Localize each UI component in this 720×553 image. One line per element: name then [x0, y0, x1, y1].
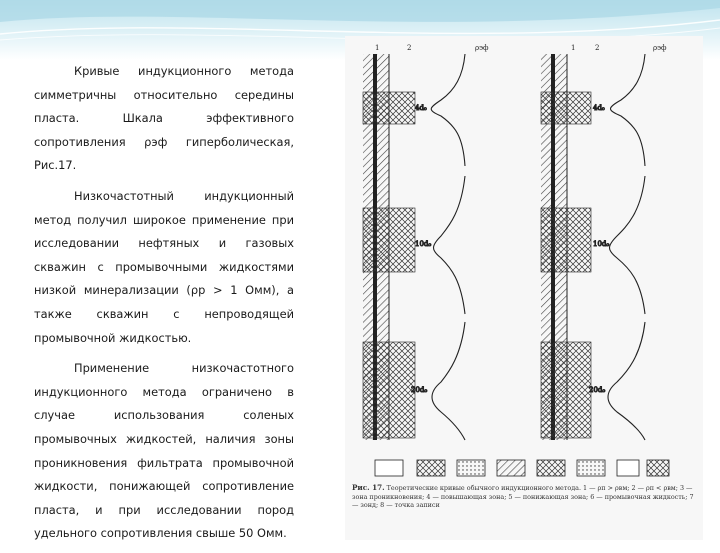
mark-1b: 1	[571, 44, 576, 52]
induction-curves-figure	[345, 36, 703, 540]
column-left	[363, 54, 465, 440]
axis-label-right: ρэф	[653, 44, 667, 52]
body-text	[34, 60, 294, 553]
thickness-label-2b: 10d₀	[593, 240, 610, 248]
caption-lead: Рис. 17.	[352, 483, 385, 492]
column-right	[541, 54, 645, 440]
thickness-label-3: 20d₀	[411, 386, 428, 394]
thickness-label-1b: 4d₀	[593, 104, 605, 112]
thickness-label-3b: 20d₀	[589, 386, 606, 394]
paragraph-1: Кривые индукционного метода симметричны относительно середины пласта. Шкала эффективного сопротивления ρэф гиперболическая, Рис.17.	[34, 64, 294, 173]
figure-header-left	[375, 44, 489, 52]
paragraph-3: Применение низкочастотного индукционного метода ограничено в случае использования соленых промывочных жидкостей, наличия зоны проникновения фильтрата промывочной жидкости, понижающей сопротивление пласта, и при исследовании пород удельного сопротивления свыше 50 Омм.	[34, 361, 294, 541]
caption-text: Теоретические кривые обычного индукционного метода. 1 — ρп > ρвм; 2 — ρп < ρвм; 3 — зона проникновения; 4 — повышающая зона; 5 — понижающая зона; 6 — промывочная жидкость; 7 — зонд; 8 — точка записи	[352, 484, 694, 510]
mark-1: 1	[375, 44, 380, 52]
figure-caption	[352, 484, 697, 510]
figure-legend	[375, 460, 669, 476]
paragraph-2: Низкочастотный индукционный метод получил широкое применение при исследовании нефтяных и газовых скважин с промывочными жидкостями низкой минерализации (ρр > 1 Омм), а также скважин с непроводящей промывочной жидкостью.	[34, 188, 294, 345]
figure-header-right	[571, 44, 667, 52]
thickness-label-1: 4d₀	[415, 104, 427, 112]
thickness-label-2: 10d₀	[415, 240, 432, 248]
axis-label-left: ρэф	[475, 44, 489, 52]
mark-2b: 2	[595, 44, 600, 52]
mark-2: 2	[407, 44, 412, 52]
